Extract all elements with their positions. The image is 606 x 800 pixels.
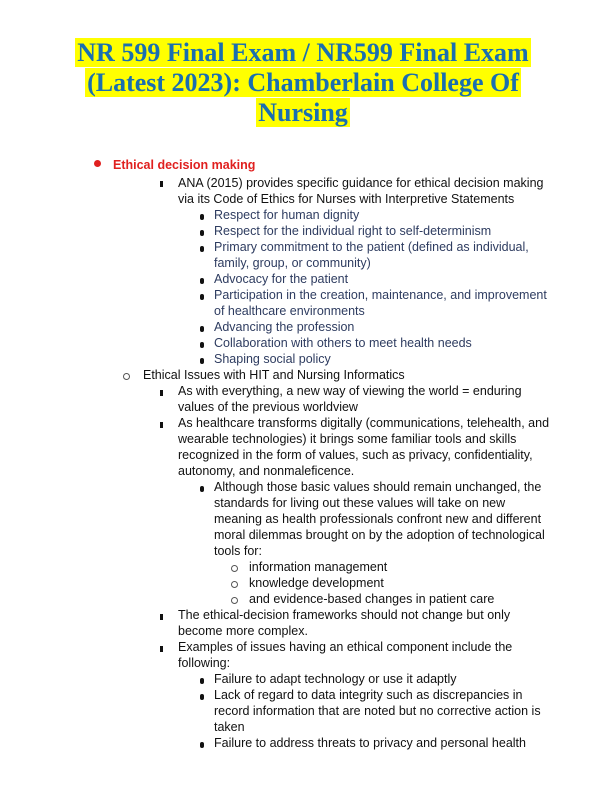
example-item-cont: record information that are noted but no corrective action is xyxy=(214,704,541,718)
hit-sub-line: tools for: xyxy=(214,544,262,558)
tool-item: information management xyxy=(249,560,388,574)
circle-bullet-icon xyxy=(123,370,130,386)
diamond-bullet-icon xyxy=(200,690,204,706)
hit-p1-line: As with everything, a new way of viewing the world = enduring xyxy=(178,384,522,398)
title-line-2: (Latest 2023): Chamberlain College Of xyxy=(87,68,519,97)
diamond-bullet-icon xyxy=(200,738,204,754)
ana-item-cont: family, group, or community) xyxy=(214,256,371,270)
section-heading: Ethical decision making xyxy=(113,158,256,172)
document-title xyxy=(0,38,606,128)
ana-item: Participation in the creation, maintenance, and improvement xyxy=(214,288,547,302)
hit-sub-line: Although those basic values should remain unchanged, the xyxy=(214,480,542,494)
hit-p2-line: recognized in the form of values, such as privacy, confidentiality, xyxy=(178,448,533,462)
hit-sub-line: meaning as health professionals confront new and different xyxy=(214,512,542,526)
title-line-1: NR 599 Final Exam / NR599 Final Exam xyxy=(77,38,529,67)
ana-item: Respect for the individual right to self-determinism xyxy=(214,224,492,238)
hit-p2-line: autonomy, and nonmaleficence. xyxy=(178,464,355,478)
tool-item: knowledge development xyxy=(249,576,384,590)
circle-bullet-icon xyxy=(231,562,238,578)
ana-line-2: via its Code of Ethics for Nurses with Interpretive Statements xyxy=(178,192,515,206)
diamond-bullet-icon xyxy=(200,226,204,242)
hit-p4-line: following: xyxy=(178,656,231,670)
diamond-bullet-icon xyxy=(200,210,204,226)
ana-item: Shaping social policy xyxy=(214,352,331,366)
ana-item-cont: of healthcare environments xyxy=(214,304,365,318)
ana-item: Advocacy for the patient xyxy=(214,272,349,286)
ana-item: Primary commitment to the patient (defined as individual, xyxy=(214,240,529,254)
diamond-bullet-icon xyxy=(200,290,204,306)
example-item: Failure to address threats to privacy and personal health xyxy=(214,736,526,750)
hit-p2-line: wearable technologies) it brings some familiar tools and skills xyxy=(178,432,517,446)
ana-line-1: ANA (2015) provides specific guidance for ethical decision making xyxy=(178,176,544,190)
square-bullet-icon xyxy=(160,610,163,626)
example-item: Lack of regard to data integrity such as discrepancies in xyxy=(214,688,523,702)
ana-item: Respect for human dignity xyxy=(214,208,360,222)
diamond-bullet-icon xyxy=(200,274,204,290)
title-line-3: Nursing xyxy=(258,98,348,127)
hit-sub-line: standards for living out these values will take on new xyxy=(214,496,506,510)
square-bullet-icon xyxy=(160,386,163,402)
hit-p3-line: The ethical-decision frameworks should not change but only xyxy=(178,608,511,622)
square-bullet-icon xyxy=(160,418,163,434)
tool-item: and evidence-based changes in patient care xyxy=(249,592,495,606)
example-item: Failure to adapt technology or use it adaptly xyxy=(214,672,457,686)
circle-bullet-icon xyxy=(231,578,238,594)
hit-p1-line: values of the previous worldview xyxy=(178,400,358,414)
diamond-bullet-icon xyxy=(200,338,204,354)
bullet-icon xyxy=(94,157,101,173)
example-item-cont: taken xyxy=(214,720,245,734)
ana-item: Advancing the profession xyxy=(214,320,355,334)
hit-heading: Ethical Issues with HIT and Nursing Informatics xyxy=(143,368,405,382)
diamond-bullet-icon xyxy=(200,674,204,690)
hit-p4-line: Examples of issues having an ethical component include the xyxy=(178,640,513,654)
hit-p2-line: As healthcare transforms digitally (communications, telehealth, and xyxy=(178,416,550,430)
hit-p3-line: become more complex. xyxy=(178,624,308,638)
diamond-bullet-icon xyxy=(200,322,204,338)
square-bullet-icon xyxy=(160,177,163,193)
square-bullet-icon xyxy=(160,642,163,658)
ana-item: Collaboration with others to meet health needs xyxy=(214,336,472,350)
diamond-bullet-icon xyxy=(200,242,204,258)
hit-sub-line: moral dilemmas brought on by the adoption of technological xyxy=(214,528,545,542)
diamond-bullet-icon xyxy=(200,482,204,498)
